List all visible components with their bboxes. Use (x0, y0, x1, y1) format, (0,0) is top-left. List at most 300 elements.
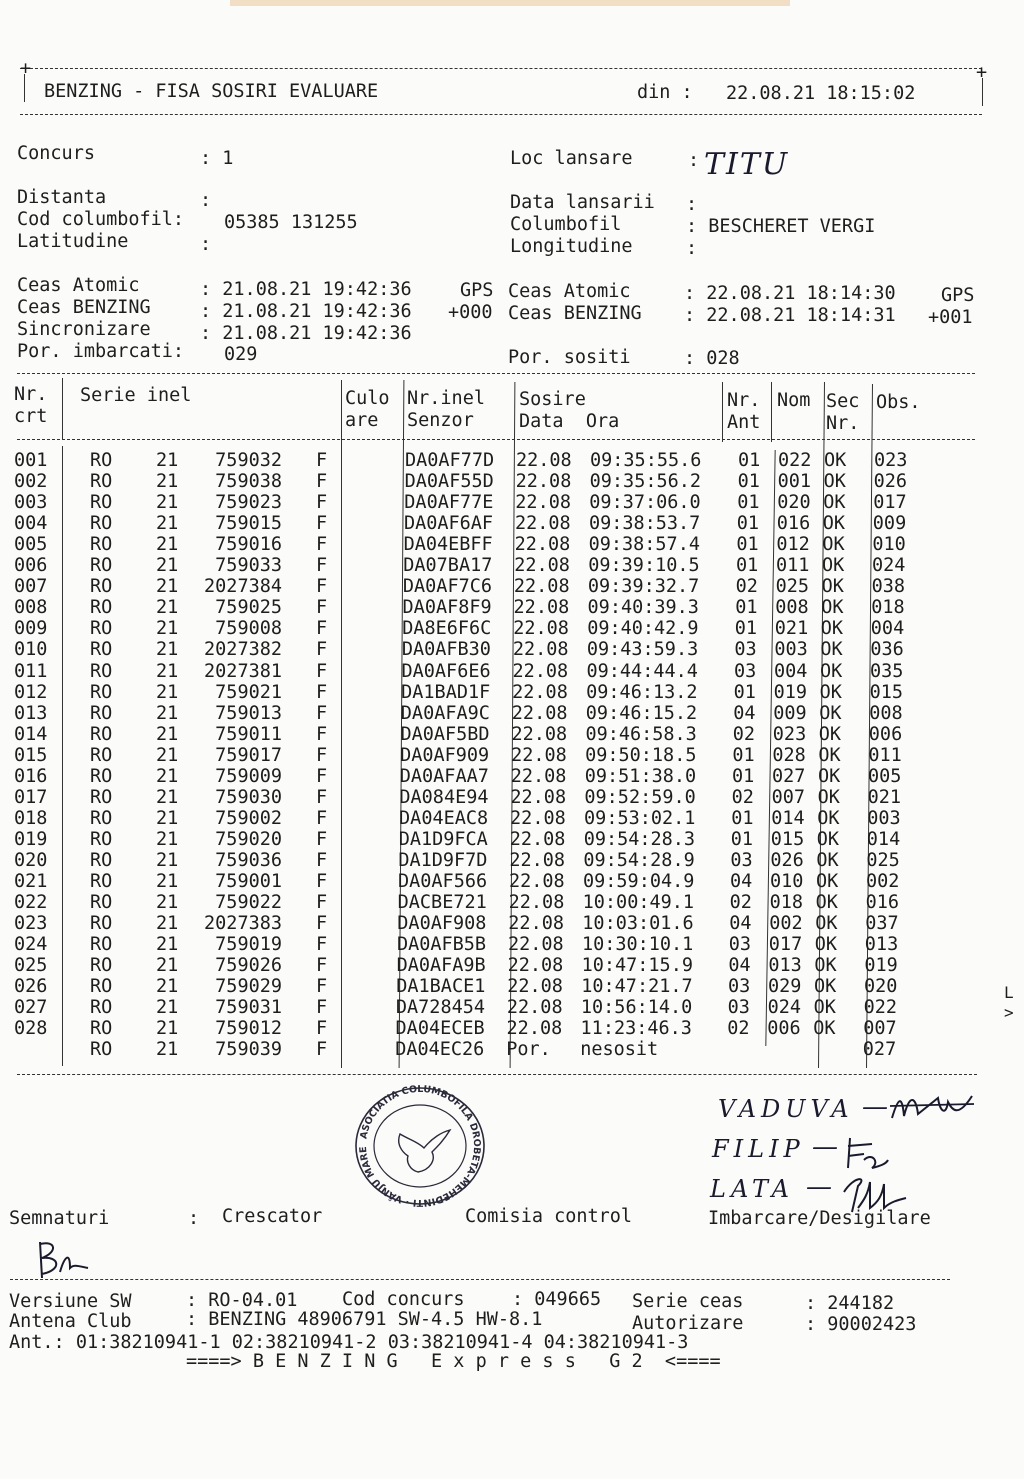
cell-nr: 016 (14, 765, 48, 787)
cell-time: 09:39:32.7 (587, 576, 700, 598)
cell-nr: 018 (14, 807, 48, 829)
col-nr-ant-header: Nr. (727, 390, 761, 411)
handwritten-name-3: LATA (710, 1175, 794, 1203)
cell-nom: 027 (772, 765, 806, 787)
cell-date: 22.08 (508, 892, 565, 914)
data-lansarii-sep: : (686, 194, 698, 215)
cell-ring: 759023 (215, 492, 282, 514)
cell-ant: 01 (731, 807, 754, 829)
cell-year: 21 (156, 681, 179, 703)
cell-country: RO (90, 513, 113, 535)
cell-ant: 03 (727, 997, 750, 1019)
cell-nr: 002 (14, 471, 48, 493)
cell-country: RO (90, 450, 113, 471)
cell-nom: 016 (776, 513, 811, 535)
cell-sex: F (316, 471, 328, 493)
cell-time: 09:40:39.3 (587, 597, 699, 619)
cell-nr: 022 (14, 892, 48, 914)
header-right-border (982, 78, 983, 106)
cell-ant: 02 (729, 892, 752, 914)
cell-sec: OK (814, 934, 838, 956)
cell-ring: 2027384 (204, 576, 282, 598)
latitudine-sep: : (200, 234, 212, 255)
cell-sex: F (316, 681, 328, 703)
cell-nr: 009 (14, 618, 48, 640)
cell-date: 22.08 (509, 871, 565, 892)
data-lansarii-label: Data lansarii (510, 192, 655, 213)
cell-sec: OK (815, 913, 838, 935)
table-row (0, 1041, 1000, 1062)
cell-country: RO (90, 702, 113, 724)
ceas-atomic-right-value: : 22.08.21 18:14:30 (684, 283, 896, 304)
cell-time: 09:44:44.4 (586, 660, 698, 682)
cell-nr: 021 (14, 871, 48, 892)
cell-senzor: DA0AFAA7 (399, 765, 489, 787)
cell-ant: 01 (737, 492, 760, 514)
cell-ant: 04 (729, 913, 752, 935)
cell-obs: 013 (864, 934, 899, 956)
cell-ant: 02 (735, 576, 758, 598)
cell-senzor: DA07BA17 (403, 555, 493, 577)
cell-year: 21 (156, 471, 179, 493)
cell-ring: 2027381 (204, 660, 282, 682)
cell-ring: 759036 (215, 849, 282, 871)
cell-sex: F (316, 660, 328, 682)
cell-time: 09:59:04.9 (583, 871, 695, 892)
cell-sec: OK (814, 976, 837, 998)
antena-value: : BENZING 48906791 SW-4.5 HW-8.1 (186, 1309, 543, 1330)
cell-sec: OK (824, 450, 847, 471)
cell-country: RO (90, 934, 113, 956)
col-sep (771, 382, 772, 442)
cell-sex: F (316, 934, 328, 956)
cell-ant: 02 (731, 786, 754, 808)
handwritten-dash-3: — (806, 1172, 837, 1202)
cell-ring: 759020 (215, 828, 282, 850)
cell-obs: 017 (873, 492, 907, 514)
cell-date: 22.08 (511, 723, 568, 745)
cell-senzor: DA1BAD1F (401, 681, 491, 703)
cell-time: 09:38:57.4 (588, 534, 700, 556)
cell-sex: F (316, 955, 328, 977)
cell-ring: 759002 (215, 807, 282, 829)
din-value: 22.08.21 18:15:02 (726, 83, 916, 104)
cell-obs: 009 (872, 513, 907, 535)
table-row (0, 786, 1000, 810)
cell-sex: F (316, 492, 328, 514)
cell-sec: OK (819, 681, 842, 703)
col-nom-header: Nom (777, 390, 811, 411)
autorizare-label: Autorizare (632, 1313, 744, 1334)
cell-ring: 759016 (215, 534, 282, 556)
cell-country: RO (90, 786, 113, 808)
cell-sec: OK (813, 997, 836, 1019)
cell-ant: 02 (727, 1018, 750, 1040)
table-row (0, 873, 1000, 894)
cell-year: 21 (156, 702, 179, 724)
cell-country: RO (90, 913, 113, 935)
serie-ceas-value: : 244182 (805, 1293, 895, 1314)
cell-sec: OK (816, 828, 840, 850)
cell-senzor: DACBE721 (397, 892, 487, 914)
cell-year: 21 (156, 660, 179, 682)
cell-year: 21 (156, 639, 179, 661)
loc-handwritten-value: TITU (704, 147, 790, 182)
cell-time: 09:39:10.5 (588, 555, 700, 577)
cell-year: 21 (156, 828, 179, 850)
cell-senzor: DA0AF6E6 (401, 660, 491, 682)
edge-mark: > (1004, 1003, 1014, 1022)
cell-senzor: DA0AF77D (405, 450, 495, 471)
cell-time: 09:54:28.3 (583, 828, 696, 850)
cell-date: 22.08 (514, 534, 571, 556)
cell-year: 21 (156, 534, 179, 556)
antenna-list: Ant.: 01:38210941-1 02:38210941-2 03:38210941-4 04:38210941-3 (9, 1332, 689, 1353)
cell-ring: 759039 (215, 1039, 282, 1061)
longitudine-label: Longitudine (510, 236, 633, 257)
distanta-sep: : (200, 190, 212, 211)
cell-senzor: DA0AF566 (398, 871, 488, 892)
table-row (0, 452, 1000, 473)
por-imbarcati-value: 029 (224, 344, 258, 365)
cell-obs: 005 (868, 765, 902, 787)
header-left-border (24, 74, 25, 102)
cell-time: 09:46:58.3 (585, 723, 697, 745)
cell-obs: 022 (863, 997, 898, 1019)
cell-nom: 022 (778, 450, 812, 471)
cell-country: RO (90, 681, 113, 703)
cell-ant: 01 (734, 618, 758, 640)
cell-ant: 01 (735, 597, 758, 619)
cell-obs: 035 (870, 660, 904, 682)
cell-nr: 012 (14, 681, 48, 703)
cell-senzor: DA04EC26 (395, 1039, 485, 1061)
cell-nom: 021 (774, 618, 809, 640)
cell-nr: 019 (14, 828, 48, 850)
cell-sec: OK (818, 723, 842, 745)
imbarcare-label: Imbarcare/Desigilare (708, 1208, 931, 1229)
cell-senzor: DA728454 (395, 997, 485, 1019)
col-are-header: are (345, 410, 379, 431)
cell-nom: 014 (771, 807, 805, 829)
cell-nr: 010 (14, 639, 48, 661)
cell-ring: 759021 (215, 681, 282, 703)
cell-date: 22.08 (507, 934, 564, 956)
cell-year: 21 (156, 871, 179, 892)
longitudine-sep: : (686, 238, 698, 259)
cell-nom: 026 (770, 849, 804, 871)
table-row (0, 936, 1000, 957)
cell-ring: 759029 (215, 976, 282, 998)
cell-ring: 2027382 (204, 639, 282, 661)
cell-senzor: DA0AFB5B (396, 934, 487, 956)
cell-senzor: DA04ECEB (395, 1018, 485, 1040)
cell-year: 21 (156, 1018, 179, 1040)
col-sosire-header: Sosire (519, 389, 586, 410)
cell-ant: 03 (730, 849, 753, 871)
cell-nom: 002 (769, 913, 803, 935)
table-row (0, 557, 1000, 578)
table-row (0, 1020, 1000, 1041)
distanta-label: Distanta (17, 187, 107, 208)
table-row (0, 828, 1000, 852)
cell-ring: 759012 (215, 1018, 282, 1040)
cell-country: RO (90, 492, 113, 514)
cell-ring: 2027383 (204, 913, 282, 935)
cell-time: 09:40:42.9 (587, 618, 699, 640)
cell-time: 10:47:21.7 (581, 976, 693, 998)
cell-sec: OK (813, 1018, 836, 1040)
cell-nom: 024 (767, 997, 802, 1019)
serie-ceas-label: Serie ceas (632, 1291, 744, 1312)
cell-date: 22.08 (512, 681, 568, 703)
cell-country: RO (90, 639, 113, 661)
table-header-bottom-border (17, 439, 975, 440)
autorizare-value: : 90002423 (805, 1314, 917, 1335)
cell-ring: 759025 (215, 597, 282, 619)
table-row (0, 681, 1000, 705)
cell-nom: 009 (773, 702, 807, 724)
cell-obs: 008 (869, 702, 903, 724)
cell-ant: 01 (733, 681, 756, 703)
cell-sec: OK (820, 639, 843, 661)
crescator-label: Crescator (222, 1206, 323, 1227)
cell-obs: 021 (867, 786, 902, 808)
cell-obs: 025 (866, 849, 900, 871)
cell-sec: OK (818, 765, 841, 787)
cell-date: 22.08 (513, 618, 569, 640)
cell-obs: 004 (870, 618, 905, 640)
ceas-benzing-left-label: Ceas BENZING (17, 297, 151, 318)
cell-sec: OK (822, 555, 845, 577)
cell-year: 21 (156, 955, 179, 977)
cell-obs: 011 (868, 744, 902, 766)
cell-sex: F (316, 997, 328, 1019)
cell-ant: 03 (734, 660, 757, 682)
cell-sex: F (316, 597, 328, 619)
cell-time: 09:46:15.2 (585, 702, 698, 724)
cell-senzor: DA0AF77E (404, 492, 494, 514)
cell-time: 10:03:01.6 (582, 913, 694, 935)
concurs-label: Concurs (17, 143, 95, 164)
cell-obs: 003 (867, 807, 901, 829)
edge-mark: L (1004, 983, 1014, 1002)
cell-date: 22.08 (515, 471, 572, 493)
cell-date: 22.08 (511, 702, 568, 724)
cell-date: 22.08 (506, 1018, 563, 1040)
cell-nom: 011 (776, 555, 810, 577)
cell-time: 09:38:53.7 (588, 513, 701, 535)
cell-country: RO (90, 471, 113, 493)
cell-senzor: DA0AFB30 (401, 639, 491, 661)
cell-ant: 01 (732, 744, 755, 766)
ceas-atomic-right-suffix: GPS (941, 285, 975, 306)
cell-year: 21 (156, 513, 179, 535)
table-row (0, 515, 1000, 536)
cell-time: 09:51:38.0 (584, 765, 697, 787)
cell-country: RO (90, 997, 113, 1019)
ceas-benzing-right-suffix: +001 (928, 307, 973, 328)
table-row (0, 473, 1000, 494)
cell-year: 21 (156, 934, 179, 956)
cell-time: 09:37:06.0 (589, 492, 701, 514)
col-ant-header: Ant (727, 412, 761, 433)
cell-sec: OK (821, 597, 844, 619)
cell-nom: 001 (777, 471, 812, 493)
cell-year: 21 (156, 892, 179, 914)
cell-nom: 029 (768, 976, 802, 998)
cell-year: 21 (156, 765, 179, 787)
cod-concurs-label: Cod concurs (342, 1289, 465, 1310)
cell-senzor: DA0AF909 (400, 744, 490, 766)
stamp-ring-text: ASOCIATIA COLUMBOFILĂ DROBETA-MEHEDINTI · VÂNJU MARE (357, 1083, 483, 1208)
cell-year: 21 (156, 1039, 179, 1061)
cell-ant: 01 (736, 555, 759, 577)
cell-time: 09:43:59.3 (586, 639, 699, 661)
cell-year: 21 (156, 997, 179, 1019)
table-row (0, 702, 1000, 726)
col-nrinel-header: Nr.inel (407, 388, 485, 409)
cell-year: 21 (156, 576, 179, 598)
cell-obs: 027 (862, 1039, 897, 1061)
cell-date: 22.08 (512, 639, 569, 661)
club-stamp (352, 1082, 488, 1208)
cell-time: 09:35:56.2 (589, 471, 702, 493)
ceas-atomic-left-label: Ceas Atomic (17, 275, 140, 296)
cell-ant: 04 (733, 702, 756, 724)
cell-nr: 027 (14, 997, 48, 1019)
cell-sec: OK (814, 955, 837, 977)
cell-ring: 759033 (215, 555, 282, 577)
cell-senzor: DA1D9FCA (398, 828, 488, 850)
cell-obs: 020 (864, 976, 898, 998)
table-row (0, 915, 1000, 936)
cell-ring: 759030 (215, 786, 282, 808)
cell-year: 21 (156, 807, 179, 829)
col-senzor-header: Senzor (407, 410, 474, 431)
por-imbarcati-label: Por. imbarcati: (17, 341, 185, 362)
cell-date: 22.08 (512, 660, 569, 682)
cell-senzor: DA1D9F7D (398, 849, 488, 871)
ceas-atomic-left-suffix: GPS (460, 280, 494, 301)
cell-ant: 03 (734, 639, 757, 661)
cell-nom: 028 (772, 744, 806, 766)
col-sec-header: Sec (826, 391, 860, 412)
cell-senzor: DA0AFA9B (396, 955, 486, 977)
cell-time: 10:47:15.9 (581, 955, 693, 977)
cell-sex: F (316, 913, 328, 935)
cell-nr: 008 (14, 597, 48, 619)
cell-nom: 013 (768, 955, 802, 977)
table-bottom-border (17, 1074, 977, 1075)
cell-obs: 010 (872, 534, 906, 556)
cell-sex: F (316, 849, 328, 871)
table-row (0, 744, 1000, 768)
cell-obs: 015 (869, 681, 904, 703)
table-row (0, 641, 1000, 662)
cell-nom: 008 (775, 597, 809, 619)
table-row (0, 978, 1000, 999)
cell-date: 22.08 (515, 492, 571, 514)
table-row (0, 578, 1000, 599)
cell-nom: 004 (774, 660, 808, 682)
cell-country: RO (90, 892, 113, 914)
header-bottom-border (20, 114, 982, 115)
ceas-atomic-right-label: Ceas Atomic (508, 281, 631, 302)
cell-obs: 018 (871, 597, 905, 619)
concurs-value: : 1 (200, 148, 234, 169)
cell-nr: 011 (14, 660, 48, 682)
cell-nr: 014 (14, 723, 48, 745)
cell-nom: 015 (770, 828, 805, 850)
cell-sec: OK (822, 534, 845, 556)
cell-senzor: DA0AF55D (404, 471, 494, 493)
columbofil-value: : BESCHERET VERGI (686, 216, 876, 237)
cell-obs: 023 (874, 450, 908, 471)
signature-scribble-2 (842, 1134, 892, 1172)
cell-sex: F (316, 976, 328, 998)
cell-nr: 013 (14, 702, 48, 724)
cell-nr: 007 (14, 576, 48, 598)
cell-country: RO (90, 660, 113, 682)
cell-ring: 759026 (215, 955, 282, 977)
col-sep (62, 378, 63, 440)
cell-obs: 036 (870, 639, 904, 661)
cell-nom: 023 (772, 723, 807, 745)
table-row (0, 999, 1000, 1020)
cell-nom: 025 (775, 576, 810, 598)
cell-sex: F (316, 871, 328, 892)
breeder-signature (26, 1238, 106, 1282)
cell-nr: 005 (14, 534, 48, 556)
cell-obs: 019 (864, 955, 898, 977)
cell-ant: 02 (732, 723, 756, 745)
table-top-border (17, 373, 975, 374)
handwritten-name-2: FILIP (712, 1135, 805, 1163)
cell-sex: F (316, 555, 328, 577)
cell-ring: 759038 (215, 471, 282, 493)
cod-concurs-value: : 049665 (512, 1289, 602, 1310)
cell-senzor: DA084E94 (399, 786, 489, 808)
cell-nom: 020 (777, 492, 811, 514)
col-data-ora-header: Data Ora (519, 411, 620, 432)
cell-time: nesosit (580, 1039, 659, 1061)
cell-ant: 03 (728, 976, 751, 998)
cell-time: 09:46:13.2 (586, 681, 698, 703)
cell-ring: 759017 (215, 744, 282, 766)
cell-nom: 019 (773, 681, 808, 703)
cell-senzor: DA1BACE1 (396, 976, 486, 998)
table-row (0, 723, 1000, 747)
cell-country: RO (90, 534, 113, 556)
cell-time: 10:00:49.1 (582, 892, 695, 914)
cell-country: RO (90, 576, 113, 598)
cell-obs: 006 (868, 723, 903, 745)
cell-obs: 038 (871, 576, 906, 598)
cell-year: 21 (156, 976, 179, 998)
cell-ring: 759032 (215, 450, 282, 471)
cell-date: 22.08 (516, 450, 572, 471)
cell-country: RO (90, 828, 113, 850)
cell-nr: 024 (14, 934, 48, 956)
cell-sex: F (316, 744, 328, 766)
cell-sec: OK (817, 786, 840, 808)
cell-sex: F (316, 639, 328, 661)
cell-country: RO (90, 871, 113, 892)
loc-sep: : (688, 150, 700, 171)
cell-nr: 028 (14, 1018, 48, 1040)
cell-sec: OK (816, 849, 839, 871)
